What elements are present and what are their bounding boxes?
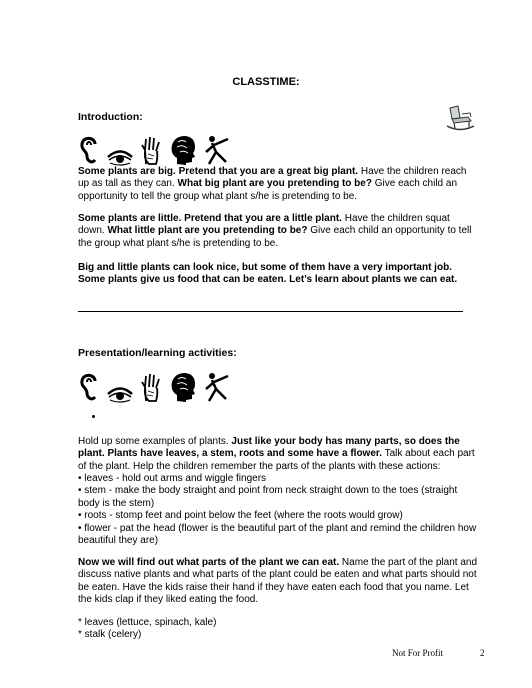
action-roots: • roots - stomp feet and point below the feet (where the roots would grow) bbox=[78, 510, 403, 522]
action-stem: • stem - make the body straight and point from neck straight down to the toes (straight body is the stem) bbox=[78, 485, 458, 509]
page-number: 2 bbox=[480, 648, 485, 658]
intro-icon-row bbox=[78, 130, 234, 166]
intro-p1-text-1: Have the children reach up as tall as they can. bbox=[78, 166, 467, 190]
head-icon bbox=[168, 134, 198, 166]
intro-p2-bold-1: Some plants are little. Pretend that you are a little plant. bbox=[78, 213, 342, 224]
presentation-heading: Presentation/learning activities: bbox=[78, 347, 237, 359]
footer-label: Not For Profit bbox=[392, 648, 444, 658]
exercise-icon bbox=[204, 134, 234, 166]
ear-icon bbox=[78, 371, 100, 403]
hand-icon bbox=[140, 373, 162, 403]
bullet-dot bbox=[92, 415, 95, 418]
plant-actions-list bbox=[78, 473, 478, 547]
hand-icon bbox=[140, 136, 162, 166]
edible-parts-list bbox=[78, 617, 478, 642]
presentation-icon-row bbox=[78, 367, 234, 403]
intro-paragraph-2 bbox=[78, 213, 478, 250]
food-stalk: * stalk (celery) bbox=[78, 629, 142, 641]
section-divider bbox=[78, 311, 463, 312]
exercise-icon bbox=[204, 371, 234, 403]
presentation-paragraph-1 bbox=[78, 436, 478, 473]
pres-p2-bold-1: Now we will find out what parts of the plant we can eat. bbox=[78, 557, 340, 568]
presentation-paragraph-2 bbox=[78, 557, 478, 607]
intro-p1-bold-1: Some plants are big. Pretend that you are a great big plant. bbox=[78, 166, 359, 177]
intro-p1-bold-2: What big plant are you pretending to be? bbox=[177, 178, 372, 190]
intro-p2-text-2: Give each child an opportunity to tell the group what plant s/he is pretending to be. bbox=[78, 225, 472, 249]
food-leaves: * leaves (lettuce, spinach, kale) bbox=[78, 617, 217, 628]
intro-paragraph-3: Big and little plants can look nice, but some of them have a very important job. Some plants give us food that can be eaten. Let’s learn about plants we can eat. bbox=[78, 262, 458, 286]
page-title: CLASSTIME: bbox=[232, 76, 300, 88]
eye-icon bbox=[106, 148, 134, 166]
intro-p2-bold-2: What little plant are you pretending to be? bbox=[107, 225, 308, 237]
pres-p2-text-1: Name the part of the plant and bbox=[339, 557, 478, 568]
pres-p1-bold-1: Just like your body has many parts, so does the plant. Plants have leaves, a stem, roots and some have a flower. bbox=[78, 436, 460, 460]
intro-p2-text-1: Have the children squat down. bbox=[78, 213, 450, 237]
rocking-chair-icon bbox=[444, 104, 476, 132]
eye-icon bbox=[106, 385, 134, 403]
action-leaves: • leaves - hold out arms and wiggle fingers bbox=[78, 473, 267, 484]
intro-paragraph-1 bbox=[78, 166, 478, 203]
action-flower: • flower - pat the head (flower is the beautiful part of the plant and remind the children how beautiful they are) bbox=[78, 522, 477, 547]
pres-p1-text-1: Hold up some examples of plants. bbox=[78, 436, 232, 447]
pres-p1-text-2: Talk about each part of the plant. Help the children remember the parts of the plants with these actions: bbox=[78, 448, 475, 472]
pres-p2-text-2: discuss native plants and what parts of the plant could be eaten and what parts should not be eaten. Have the kids raise their hand if they have eaten each food that you name. Let the kids clap if they liked eating the food. bbox=[78, 569, 477, 606]
head-icon bbox=[168, 371, 198, 403]
intro-p1-text-2: Give each child an opportunity to tell the group what plant s/he is pretending to be. bbox=[78, 178, 458, 202]
ear-icon bbox=[78, 134, 100, 166]
introduction-heading: Introduction: bbox=[78, 111, 143, 123]
